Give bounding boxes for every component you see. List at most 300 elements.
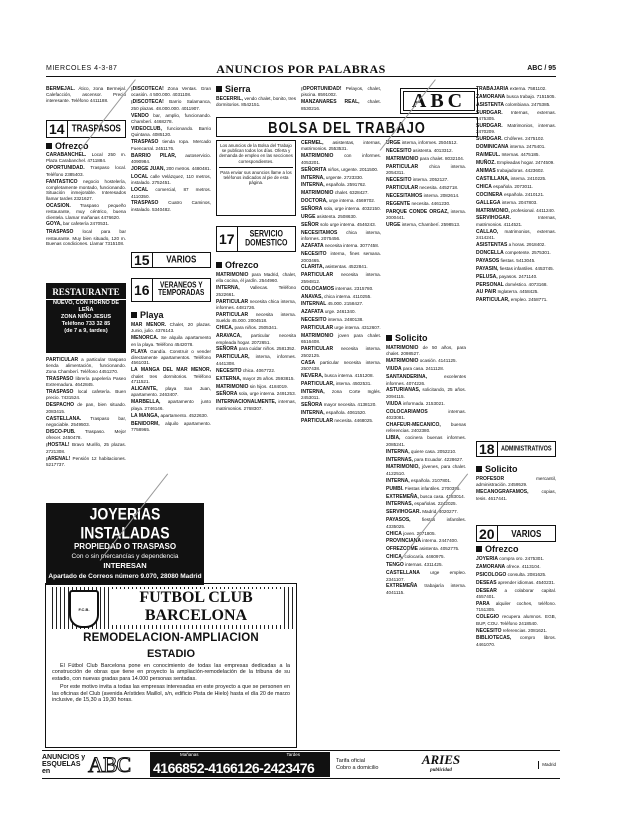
ad-keyword: MANZANARES REAL, bbox=[301, 99, 360, 106]
ad-text: para casa. 2411128. bbox=[402, 366, 445, 372]
classified-ad bbox=[131, 187, 211, 199]
classified-ad bbox=[386, 148, 466, 154]
subheading-playa bbox=[131, 310, 164, 320]
ad-text: necesita interna. 3077458. bbox=[324, 243, 380, 249]
ad-keyword: CERMEL, bbox=[301, 140, 324, 146]
bolsa-del-trabajo-banner bbox=[216, 117, 478, 137]
ad-keyword: DESEAR bbox=[476, 587, 497, 594]
classified-ad bbox=[46, 229, 126, 246]
ad-text: 200 metros. 4480481. bbox=[166, 165, 211, 171]
ad-text: empleo. 2458771. bbox=[510, 297, 548, 303]
ad-text: Zona Ventas. Gran ocasión. 4 500.000. 4031108. bbox=[131, 86, 211, 98]
ad-keyword: INTERNAS, bbox=[386, 456, 413, 463]
section-15-varios bbox=[131, 252, 211, 268]
ad-text: necesita interna. 2502125. bbox=[301, 346, 381, 358]
ad-text: funcionando. Barrio Quintana. 4085120. bbox=[131, 125, 211, 138]
ad-text: españolas. 2242025. bbox=[414, 501, 457, 507]
classified-ad bbox=[216, 299, 296, 311]
subheading-text: Ofrezco bbox=[55, 141, 89, 151]
classified-ad bbox=[476, 176, 556, 182]
ad-text: para niños. 2505341. bbox=[234, 325, 278, 331]
classified-ad bbox=[46, 86, 126, 103]
ad-keyword: NECESITO bbox=[476, 627, 502, 634]
ad-text: trabajadoras. 4423602. bbox=[497, 167, 545, 173]
subheading-ofrezco bbox=[476, 544, 519, 554]
classified-ad bbox=[386, 554, 466, 560]
ad-keyword: OFREZCOME bbox=[386, 546, 418, 553]
ad-address: Apartado de Correos número 9.070, 28080 Madrid bbox=[48, 573, 202, 580]
ad-keyword: TENGO bbox=[386, 562, 404, 569]
ad-keyword: ¡DISCOTECA! bbox=[131, 99, 164, 106]
tariff-line: Tarifa oficial bbox=[336, 757, 366, 764]
ad-keyword: SERVIHOGAR. bbox=[476, 215, 511, 222]
ad-text: fiestas. 5413045. bbox=[500, 257, 536, 263]
ad-text: profesional. 4411240. bbox=[511, 207, 555, 213]
ad-keyword: BERMEJAL. bbox=[46, 86, 75, 92]
aries-sub: publicidad bbox=[430, 767, 452, 773]
classified-ad bbox=[476, 564, 556, 570]
classified-ad bbox=[301, 325, 381, 331]
ad-keyword: CHICA bbox=[476, 183, 492, 190]
classified-ad bbox=[301, 389, 381, 401]
classified-ad bbox=[386, 156, 466, 162]
section-label: VERANEOS Y TEMPORADAS bbox=[158, 280, 205, 298]
ad-text: interna. 2410225. bbox=[510, 175, 547, 181]
col1-ads-a bbox=[46, 152, 126, 280]
ad-text: española. 4061520. bbox=[325, 410, 367, 416]
ad-text: española. 2410121. bbox=[503, 191, 545, 197]
classified-ad bbox=[476, 184, 556, 190]
classified-ad bbox=[386, 509, 466, 515]
ad-keyword: AZAFATA bbox=[301, 309, 324, 316]
fcb-banner bbox=[49, 587, 293, 629]
classified-ad bbox=[386, 387, 466, 399]
classified-ad bbox=[476, 152, 556, 158]
section-label: VARIOS bbox=[511, 527, 542, 539]
ad-text: doméstico. 4073168. bbox=[505, 281, 548, 287]
ad-keyword: CLARITA, bbox=[301, 264, 324, 271]
classified-ad bbox=[131, 322, 211, 334]
classified-ad bbox=[131, 200, 211, 212]
classified-ad bbox=[476, 144, 556, 150]
ad-text: tienda ropa. Mercado Fuencarral. 2451176. bbox=[131, 139, 211, 151]
section-label: TRASPASOS bbox=[71, 122, 121, 135]
classified-ad bbox=[301, 346, 381, 358]
ad-text: asistenta. 4052775. bbox=[419, 546, 460, 552]
classified-ad bbox=[301, 294, 381, 300]
ad-text: mayor necesita. 4138120. bbox=[323, 402, 377, 408]
ad-keyword: RAIMEUL. bbox=[476, 152, 501, 159]
ad-keyword: GALLEGA bbox=[476, 199, 501, 206]
subheading-text: Solicito bbox=[485, 464, 518, 474]
classified-ad bbox=[476, 628, 556, 634]
ad-text: quiere casa. 2052210. bbox=[410, 448, 457, 454]
classified-ad bbox=[131, 99, 211, 111]
classified-ad bbox=[386, 478, 466, 484]
classified-ad bbox=[131, 113, 211, 125]
ad-text: urge. 2461340. bbox=[324, 309, 356, 315]
ad-text: interna, Chamberí. 2598513. bbox=[401, 221, 461, 227]
ad-keyword: CHAFEUR-MECANICO, bbox=[386, 421, 441, 428]
ad-keyword: PROFESOR bbox=[476, 476, 505, 482]
fcb-name-line: BARCELONA bbox=[144, 607, 248, 624]
ad-text: necesita. 4468025. bbox=[334, 417, 374, 423]
ad-text: interna. 2082614. bbox=[423, 192, 460, 198]
ad-keyword: SEÑORITA bbox=[301, 166, 327, 173]
ad-text: colombiana. 2475385. bbox=[505, 101, 551, 107]
ad-text: compra oro. 2475301. bbox=[499, 556, 545, 561]
ad-keyword: NEVERA, bbox=[301, 373, 324, 379]
subheading-sierra bbox=[216, 84, 251, 94]
classified-ad bbox=[216, 333, 296, 345]
ad-keyword: MATRIMONIO bbox=[301, 190, 334, 197]
ad-text: informada. 2153021. bbox=[402, 400, 445, 406]
classified-ad bbox=[476, 289, 556, 295]
classified-ad bbox=[216, 384, 296, 390]
ad-keyword: SURDGAR. bbox=[476, 123, 503, 130]
ad-text: Cuatro Caminos, instalado. 5340482. bbox=[131, 200, 211, 212]
footer-label bbox=[42, 754, 88, 775]
classified-ad bbox=[301, 140, 381, 152]
classified-ad bbox=[46, 416, 126, 428]
ad-text: urge interna. 4312607. bbox=[334, 325, 381, 331]
ad-keyword: EXTREMEÑA bbox=[386, 583, 418, 590]
ad-keyword: COLEGIO bbox=[476, 614, 500, 621]
ad-keyword: INTERNA, bbox=[386, 477, 410, 484]
ad-text: joven para chalet. 6516408. bbox=[301, 333, 381, 345]
ad-keyword: MARBELLA, bbox=[131, 399, 161, 406]
classified-ad bbox=[301, 175, 381, 181]
ad-text: negocio hostelería, completamente montado, funcionando. Situación inmejorable. Interesados llamar tardes 2321627. bbox=[46, 178, 126, 201]
ad-text: sola, urge interna. 4032150. bbox=[323, 206, 381, 212]
classified-ad bbox=[386, 457, 466, 463]
ad-text: chalet. 8530216. bbox=[301, 99, 381, 111]
ad-keyword: MENORCA. bbox=[131, 335, 159, 342]
classified-ad bbox=[386, 562, 466, 568]
ad-keyword: ¡DISCOTECA! bbox=[131, 86, 164, 92]
ad-text: consulta. 2081625. bbox=[507, 571, 547, 577]
classified-ad bbox=[46, 152, 126, 164]
classified-ad bbox=[301, 251, 381, 263]
classified-ad bbox=[386, 201, 466, 207]
classified-ad bbox=[216, 312, 296, 324]
classified-ad bbox=[301, 243, 381, 249]
ad-keyword: ZAMORANA bbox=[476, 93, 506, 100]
classified-ad bbox=[46, 402, 126, 414]
abc-advertising-footer bbox=[42, 750, 560, 779]
col5-ads-b bbox=[386, 345, 466, 745]
afternoons-label: Tardes bbox=[286, 752, 300, 757]
ad-keyword: TRASPASO bbox=[46, 229, 74, 236]
classified-ad bbox=[131, 86, 211, 98]
classified-ad bbox=[46, 442, 126, 454]
ad-title: JOYERIAS INSTALADAS bbox=[80, 503, 170, 543]
abc-logo-box: ABC bbox=[400, 88, 478, 114]
classified-ad bbox=[131, 153, 211, 165]
aries-name: ARIES bbox=[421, 751, 461, 767]
section-14-traspasos bbox=[46, 120, 126, 138]
ad-keyword: INTERNA, bbox=[301, 388, 325, 395]
subheading-text: Sierra bbox=[225, 84, 251, 94]
col6-ads-c bbox=[476, 556, 556, 744]
classified-ad bbox=[46, 429, 126, 441]
ad-text: Gandía. Construir o vender directamente apartamentos. Teléfono 4561031. bbox=[131, 348, 211, 366]
ad-keyword: PARTICULAR, bbox=[476, 297, 510, 304]
subheading-solicito bbox=[386, 333, 428, 343]
ad-keyword: CASTELLANA. bbox=[46, 415, 82, 422]
tariff-line: Cobro a domicilio bbox=[336, 764, 379, 771]
ad-text: para chalet. 8032104. bbox=[419, 155, 465, 161]
ad-keyword: PELUSA, bbox=[476, 273, 498, 280]
classified-ad bbox=[46, 456, 126, 468]
ad-keyword: PARTICULAR bbox=[46, 357, 79, 363]
ad-text: fiestas infantiles. 4453745. bbox=[499, 265, 555, 271]
ad-text: de 50 años, para chalet. 2098527. bbox=[386, 345, 466, 357]
col4-ads bbox=[301, 140, 381, 745]
ad-text: referencias. 2081621. bbox=[502, 627, 548, 633]
ad-text: 45.000. 2158427. bbox=[327, 301, 364, 307]
classified-ad bbox=[476, 168, 556, 174]
ad-text: sola, urge interna. 2491253. bbox=[238, 391, 296, 397]
classified-ad bbox=[386, 422, 466, 434]
ad-text: apartamento junto playa. 2746146. bbox=[131, 399, 211, 411]
ad-text: asistenta. 2508630. bbox=[316, 214, 357, 220]
classified-ad bbox=[216, 272, 296, 284]
ad-keyword: VIDEOCLUB, bbox=[131, 125, 162, 132]
classified-ad bbox=[386, 345, 466, 357]
classified-ad bbox=[386, 366, 466, 372]
ad-text: alquiler coches, teléfono. 7151305. bbox=[476, 600, 556, 613]
ad-text: interna. 2447400. bbox=[422, 538, 459, 544]
ad-text: particular necesita interna. 2507438. bbox=[301, 359, 381, 372]
classified-ad bbox=[301, 214, 381, 220]
classified-ad bbox=[216, 285, 296, 297]
ad-text: española. 2107801. bbox=[410, 477, 452, 483]
classified-ad bbox=[476, 160, 556, 166]
issue-date: MIERCOLES 4-3-87 bbox=[46, 65, 118, 72]
bolsa-info-box bbox=[216, 140, 296, 216]
ad-text: Local 250 m. Plaza Carabanchel. 4711884. bbox=[46, 152, 126, 164]
ad-keyword: ANAVAS, bbox=[301, 293, 323, 300]
joyerias-ad bbox=[46, 503, 204, 585]
ad-text: niños, urgente. 2011500. bbox=[327, 166, 379, 172]
ad-text: chalet tres dormitorios. Teléfono 4711521. bbox=[131, 373, 211, 385]
classified-ad bbox=[131, 413, 211, 419]
ad-keyword: ASISTENTA bbox=[476, 101, 504, 108]
ad-text: solo urge interna. 4546243. bbox=[320, 221, 376, 227]
classified-ad bbox=[131, 174, 211, 186]
classified-ad bbox=[301, 264, 381, 270]
ad-keyword: BECERRIL, bbox=[216, 96, 243, 102]
ad-keyword: INTERNAS, bbox=[386, 501, 413, 508]
ad-keyword: CHICA, bbox=[386, 554, 404, 561]
ad-text: trabajaría interna. 4041115. bbox=[386, 583, 466, 595]
classified-ad bbox=[301, 309, 381, 315]
ad-keyword: TRASPASO bbox=[46, 389, 74, 396]
ad-text: recupera alumnos. EGB, BUP, COU. Teléfono 2418540. bbox=[476, 614, 556, 626]
ad-keyword: INTERNA, bbox=[386, 448, 410, 455]
classified-ad bbox=[301, 190, 381, 196]
classified-ad bbox=[386, 185, 466, 191]
ad-keyword: MATRIMONIO bbox=[216, 272, 249, 278]
ad-text: local cafetería. Buen precio. 7431524. bbox=[46, 389, 126, 401]
subheading-text: Playa bbox=[140, 310, 164, 320]
classified-ad bbox=[476, 94, 556, 100]
ad-keyword: CASTILLANA, bbox=[476, 175, 510, 182]
fcb-name-line: FUTBOL CLUB bbox=[139, 589, 253, 606]
ad-text: interna. 2475401. bbox=[509, 144, 546, 150]
ad-text: Traspaso local. Teléfono 2385403. bbox=[46, 165, 126, 177]
classified-ad bbox=[301, 86, 381, 98]
ad-keyword: MUÑOZ. bbox=[476, 160, 496, 167]
ad-keyword: SEÑOR bbox=[301, 221, 319, 228]
classified-ad bbox=[301, 167, 381, 173]
ad-text: necesita. 4452718. bbox=[419, 184, 459, 190]
ad-text: Internas, externas. 4475305. bbox=[476, 109, 556, 122]
ad-keyword: EXTREMEÑA, bbox=[386, 493, 419, 500]
subheading-text: Solicito bbox=[395, 333, 428, 343]
ad-keyword: AZAFATA bbox=[301, 243, 324, 250]
ad-keyword: EXTERNA, bbox=[216, 375, 242, 382]
ad-text: necesita interna. Sueldo 45.000. 2004518. bbox=[216, 311, 296, 324]
phone-numbers: 4166852-4166126-2423476 bbox=[153, 760, 315, 776]
classified-ad bbox=[386, 401, 466, 407]
ad-keyword: VIUDA bbox=[386, 366, 402, 373]
classified-ad bbox=[216, 368, 296, 374]
subheading-text: Ofrezco bbox=[485, 544, 519, 554]
ad-keyword: OPORTUNIDAD. bbox=[46, 165, 85, 172]
ad-phone: Teléfono 733 32 85 bbox=[61, 321, 111, 327]
ad-text: Pelayos, chalet, piscina. 8591002. bbox=[301, 86, 381, 98]
classified-ad bbox=[476, 282, 556, 288]
ad-text: busca interna. 4151208. bbox=[324, 373, 374, 378]
classified-ad bbox=[216, 96, 296, 108]
ad-keyword: ALICANTE, bbox=[131, 386, 158, 393]
classified-ad bbox=[476, 274, 556, 280]
ad-keyword: INTERNA, bbox=[216, 285, 240, 292]
ad-keyword: PARTICULAR bbox=[301, 325, 334, 332]
ad-keyword: MATRIMONIO bbox=[386, 358, 419, 365]
ad-keyword: PERSONAL bbox=[476, 281, 504, 288]
ad-keyword: ARAVACA, bbox=[216, 333, 242, 340]
ad-keyword: DOMINICANA bbox=[476, 144, 509, 151]
classified-ad bbox=[386, 449, 466, 455]
fc-barcelona-ad bbox=[45, 583, 297, 748]
section-number: 15 bbox=[132, 253, 153, 267]
ad-text: Barrio Salamanca, 250 plazas. 48.000.000. 4011907. bbox=[131, 99, 211, 111]
ad-keyword: LOCAL bbox=[131, 173, 149, 180]
classified-ad bbox=[476, 580, 556, 586]
ad-keyword: DESEAS bbox=[476, 579, 497, 586]
ad-line: ZONA NIÑO JESUS bbox=[60, 314, 112, 320]
section-number: 16 bbox=[132, 279, 153, 301]
ad-text: Internas. 4475185. bbox=[501, 152, 540, 158]
ad-keyword: PARTICULAR bbox=[301, 346, 334, 353]
classified-ad bbox=[386, 140, 466, 146]
section-16-veraneos bbox=[131, 278, 211, 302]
ad-text: chalet. 6328427. bbox=[334, 190, 369, 196]
classified-ad bbox=[301, 206, 381, 212]
ad-text: payasos. 2471140. bbox=[498, 273, 538, 279]
classified-ad bbox=[386, 546, 466, 552]
classified-ad bbox=[131, 399, 211, 411]
ad-text: competente. 2575301. bbox=[505, 249, 551, 255]
classified-ad bbox=[131, 166, 211, 172]
ad-keyword: DESPACHO bbox=[46, 402, 74, 409]
ad-keyword: ¡OPORTUNIDAD! bbox=[301, 86, 342, 92]
ad-text: interna. 2052127. bbox=[412, 177, 449, 183]
ad-text: joven. 2071805. bbox=[403, 530, 436, 536]
ad-text: para Madrid, chalet, ella cocina, él jardín. 2544960. bbox=[216, 272, 296, 284]
ad-keyword: ZAMORANA bbox=[476, 563, 506, 570]
classified-ad bbox=[131, 335, 211, 347]
classified-ad bbox=[301, 222, 381, 228]
classified-ad bbox=[476, 635, 556, 647]
aries-logo bbox=[396, 751, 486, 776]
classified-ad bbox=[476, 200, 556, 206]
classified-ad bbox=[476, 601, 556, 613]
ad-text: busca trabajo. 7151505. bbox=[506, 93, 556, 99]
ad-text: alquilo apartamento. 7758965. bbox=[131, 420, 211, 432]
classified-ad bbox=[131, 126, 211, 138]
ad-keyword: PARTICULAR bbox=[386, 184, 419, 191]
classified-ad bbox=[476, 208, 556, 214]
ad-text: urgente. 2723330. bbox=[325, 174, 364, 180]
ad-text: compro libros. 4461070. bbox=[476, 635, 556, 647]
classified-ad bbox=[476, 588, 556, 600]
classified-ad bbox=[46, 221, 126, 227]
ad-keyword: CALLAO, bbox=[476, 228, 499, 235]
classified-ad bbox=[46, 165, 126, 177]
section-label: ADMINISTRATIVOS bbox=[500, 445, 552, 453]
ad-keyword: DOCTORA, bbox=[301, 198, 328, 205]
ad-line: PROPIEDAD O TRASPASO bbox=[73, 542, 177, 551]
ad-keyword: SEÑORA bbox=[216, 346, 238, 353]
ad-keyword: TRASPASO bbox=[131, 200, 159, 207]
classified-ad bbox=[46, 389, 126, 401]
classified-ad bbox=[476, 192, 556, 198]
ad-keyword: ANIMAS bbox=[476, 167, 496, 174]
abc-logo: ABC bbox=[88, 751, 131, 777]
ad-text: a particular traspaso tienda alimentación, funcionando. Zona Chamberí. Teléfono 4451270. bbox=[46, 357, 126, 374]
classified-ad bbox=[216, 391, 296, 397]
ad-line: Con o sin mercancías y dependencia bbox=[71, 553, 179, 560]
ad-keyword: CHICA, bbox=[216, 325, 234, 332]
ad-line: NUEVO, CON HORNO DE LEÑA bbox=[52, 300, 119, 313]
classified-ad bbox=[301, 317, 381, 323]
info-text: Los anuncios de la Bolsa del Trabajo se publican todos los días. Oferta y demanda de empleo en las secciones correspondientes. bbox=[219, 143, 293, 164]
ad-keyword: CASTELLANA bbox=[386, 570, 420, 577]
classified-ad bbox=[386, 409, 466, 421]
ad-keyword: PARTICULAR bbox=[386, 163, 419, 170]
classified-ad bbox=[131, 421, 211, 433]
ad-text: Pensión 12 habitaciones. 5217737. bbox=[46, 455, 126, 467]
footer-label-line: ESQUELAS en bbox=[42, 761, 81, 775]
ad-subheadline: ESTADIO bbox=[146, 648, 196, 660]
ad-text: Empleadas hogar. 2474509. bbox=[497, 160, 555, 166]
classified-ad bbox=[46, 376, 126, 388]
ad-text: interna. 2000441. bbox=[386, 208, 466, 221]
ad-keyword: LIBIA, bbox=[386, 435, 401, 442]
ad-text: Traspaso. Mejor ofrecer. 2450478. bbox=[46, 428, 126, 441]
ad-keyword: NECESITAMOS bbox=[301, 229, 338, 236]
ad-keyword: SEÑORA bbox=[216, 391, 238, 398]
section-label: SERVICIO DOMESTICO bbox=[245, 229, 288, 249]
ad-keyword: FANTASTICO bbox=[46, 178, 78, 185]
classified-ad bbox=[216, 346, 296, 352]
classified-ad bbox=[301, 333, 381, 345]
ad-text: con informes. 4053201. bbox=[301, 153, 381, 165]
